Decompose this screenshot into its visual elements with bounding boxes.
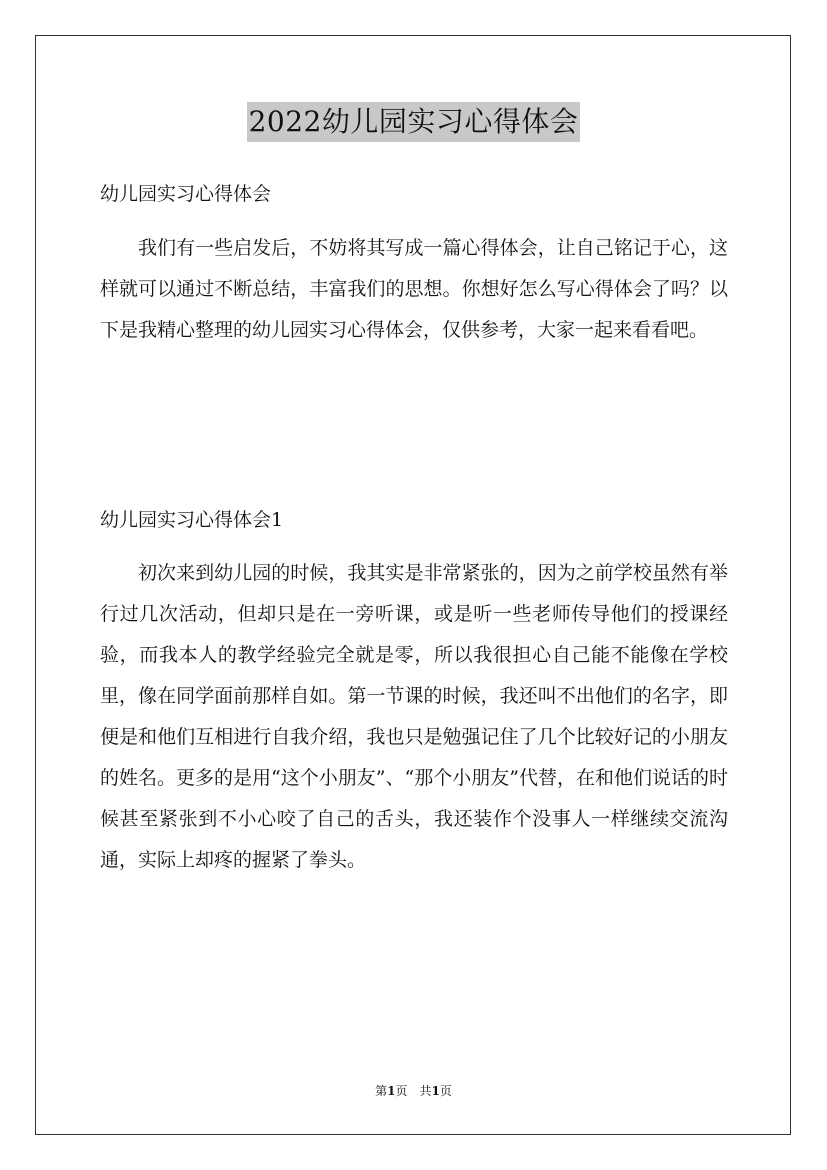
page-footer (0, 1083, 827, 1099)
section-1-paragraph: 初次来到幼儿园的时候，我其实是非常紧张的，因为之前学校虽然有举行过几次活动，但却只是在一旁听课，或是听一些老师传导他们的授课经验，而我本人的教学经验完全就是零，所以我很担心自己能不能像在学校里，像在同学面前那样自如。第一节课的时候，我还叫不出他们的名字，即便是和他们互相进行自我介绍，我也只是勉强记住了几个比较好记的小朋友的姓名。更多的是用“这个小朋友”、“那个小朋友”代替，在和他们说话的时候甚至紧张到不小心咬了自己的舌头，我还装作个没事人一样继续交流沟通，实际上却疼的握紧了拳头。 (100, 562, 728, 871)
title-container (0, 102, 827, 142)
document-title: 2022幼儿园实习心得体会 (247, 102, 581, 142)
footer-page-total: 1 (431, 1084, 440, 1098)
footer-mid: 页 共 (395, 1084, 432, 1098)
section-1-heading: 幼儿园实习心得体会1 (100, 509, 284, 531)
footer-suffix: 页 (439, 1084, 452, 1098)
footer-page-current: 1 (387, 1084, 396, 1098)
footer-prefix: 第 (375, 1084, 388, 1098)
intro-paragraph: 我们有一些启发后，不妨将其写成一篇心得体会，让自己铭记于心，这样就可以通过不断总结，丰富我们的思想。你想好怎么写心得体会了吗？以下是我精心整理的幼儿园实习心得体会，仅供参考，大家一起来看看吧。 (100, 237, 728, 341)
document-subtitle: 幼儿园实习心得体会 (100, 183, 272, 205)
